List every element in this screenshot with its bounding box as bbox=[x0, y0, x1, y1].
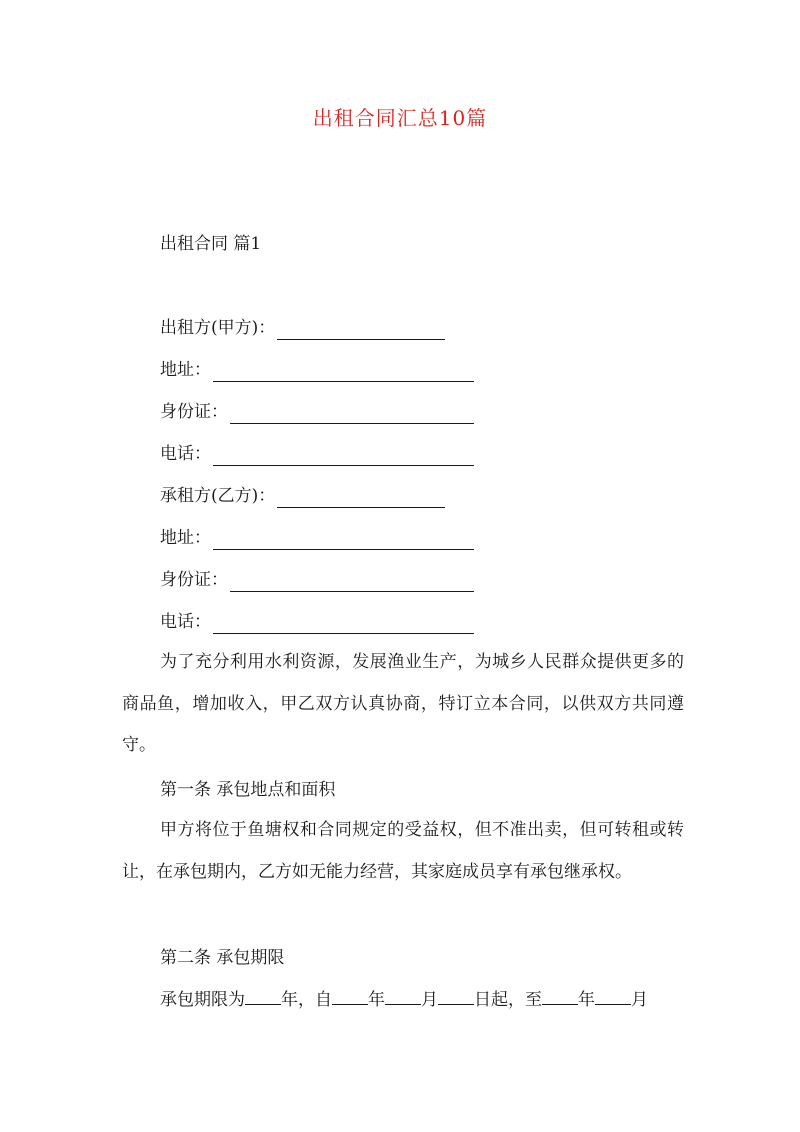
lessee-address-field bbox=[160, 526, 474, 550]
start-day-blank bbox=[438, 988, 474, 1005]
term-text-4: 月 bbox=[421, 990, 438, 1010]
lessor-address-field bbox=[160, 358, 474, 382]
article1-body: 甲方将位于鱼塘权和合同规定的受益权，但不准出卖，但可转租或转让，在承包期内，乙方如无能力经营，其家庭成员享有承包继承权。 bbox=[122, 820, 684, 882]
lessor-blank bbox=[277, 322, 445, 340]
term-text-7: 月 bbox=[631, 990, 648, 1010]
lessor-phone-label: 电话： bbox=[160, 444, 211, 464]
lessor-id-blank bbox=[230, 406, 474, 424]
lessee-address-label: 地址： bbox=[160, 528, 211, 548]
document-title: 出租合同汇总10篇 bbox=[312, 106, 488, 130]
lessor-label: 出租方(甲方)： bbox=[160, 318, 276, 338]
lessor-phone-blank bbox=[213, 448, 474, 466]
lessor-id-label: 身份证： bbox=[160, 402, 228, 422]
section-heading: 出租合同 篇1 bbox=[160, 234, 262, 254]
lessee-address-blank bbox=[213, 532, 474, 550]
lessor-address-label: 地址： bbox=[160, 360, 211, 380]
end-year-blank bbox=[542, 988, 578, 1005]
term-text-5: 日起，至 bbox=[474, 990, 542, 1010]
lessee-label: 承租方(乙方)： bbox=[160, 486, 276, 506]
term-text-3: 年 bbox=[368, 990, 385, 1010]
term-text-6: 年 bbox=[578, 990, 595, 1010]
article2-heading: 第二条 承包期限 bbox=[160, 948, 285, 968]
lessee-blank bbox=[277, 490, 445, 508]
article2-body bbox=[160, 988, 648, 1012]
term-text-1: 承包期限为 bbox=[160, 990, 245, 1010]
lessee-field bbox=[160, 484, 445, 508]
end-month-blank bbox=[595, 988, 631, 1005]
term-years-blank bbox=[245, 988, 281, 1005]
lessor-phone-field bbox=[160, 442, 474, 466]
lessee-phone-blank bbox=[213, 616, 474, 634]
lessee-phone-label: 电话： bbox=[160, 612, 211, 632]
lessor-field bbox=[160, 316, 445, 340]
lessor-address-blank bbox=[213, 364, 474, 382]
start-month-blank bbox=[385, 988, 421, 1005]
lessee-id-field bbox=[160, 568, 474, 592]
lessee-phone-field bbox=[160, 610, 474, 634]
term-text-2: 年，自 bbox=[281, 990, 332, 1010]
article1-heading: 第一条 承包地点和面积 bbox=[160, 780, 336, 800]
lessee-id-blank bbox=[230, 574, 474, 592]
lessee-id-label: 身份证： bbox=[160, 570, 228, 590]
intro-paragraph: 为了充分利用水利资源，发展渔业生产，为城乡人民群众提供更多的商品鱼，增加收入，甲乙双方认真协商，特订立本合同，以供双方共同遵守。 bbox=[122, 652, 684, 755]
lessor-id-field bbox=[160, 400, 474, 424]
start-year-blank bbox=[332, 988, 368, 1005]
